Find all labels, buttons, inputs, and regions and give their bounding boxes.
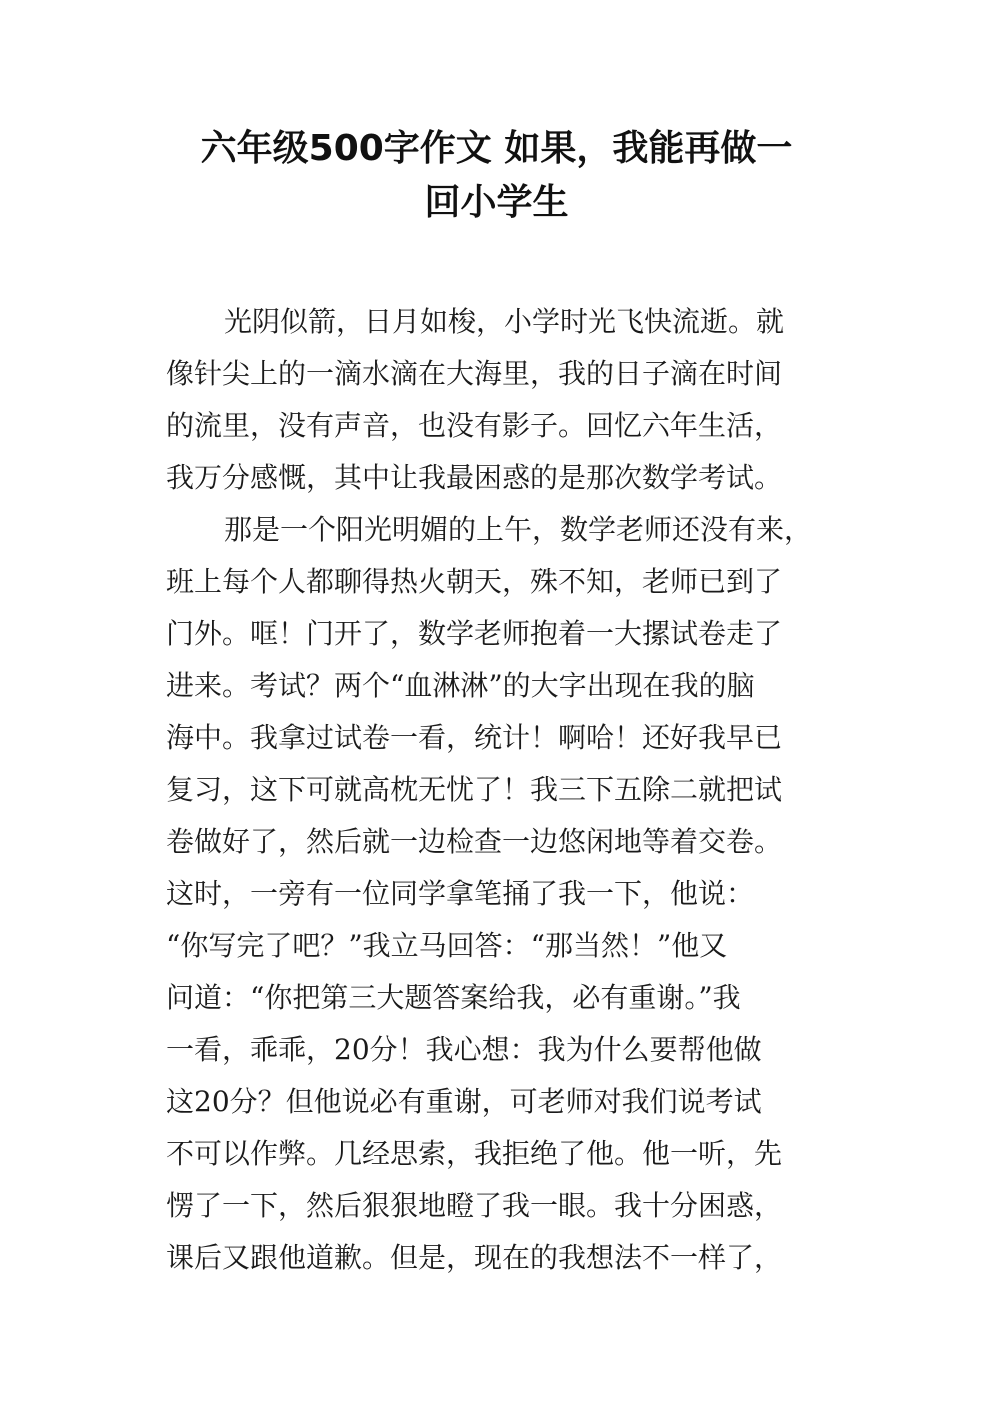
text-line: 这时，一旁有一位同学拿笔捅了我一下，他说： xyxy=(166,877,755,910)
text-line: 那是一个阳光明媚的上午，数学老师还没有来， xyxy=(224,513,813,546)
text-line: 一看，乖乖，20分！我心想：我为什么要帮他做 xyxy=(166,1033,762,1066)
text-line: 这20分？但他说必有重谢，可老师对我们说考试 xyxy=(166,1085,762,1118)
paragraph-1 xyxy=(166,296,831,504)
title-line-2: 回小学生 xyxy=(424,182,569,223)
text-line: 复习，这下可就高枕无忧了！我三下五除二就把试 xyxy=(166,773,783,806)
text-line: 问道：“你把第三大题答案给我，必有重谢。”我 xyxy=(166,981,741,1014)
text-line: 门外。哐！门开了，数学老师抱着一大摞试卷走了 xyxy=(166,617,783,650)
paragraph-2 xyxy=(166,504,831,1284)
text-line: 不可以作弊。几经思索，我拒绝了他。他一听，先 xyxy=(166,1137,783,1170)
title-line-1: 六年级500字作文 如果，我能再做一 xyxy=(200,128,793,169)
text-line: 课后又跟他道歉。但是，现在的我想法不一样了， xyxy=(166,1241,783,1274)
document-body xyxy=(166,296,831,1284)
text-line: 我万分感慨，其中让我最困惑的是那次数学考试。 xyxy=(166,461,783,494)
document-title xyxy=(120,122,873,230)
text-line: 进来。考试？两个“血淋淋”的大字出现在我的脑 xyxy=(166,669,755,702)
text-line: 卷做好了，然后就一边检查一边悠闲地等着交卷。 xyxy=(166,825,783,858)
text-line: 像针尖上的一滴水滴在大海里，我的日子滴在时间 xyxy=(166,357,783,390)
text-line: 的流里，没有声音，也没有影子。回忆六年生活， xyxy=(166,409,783,442)
text-line: 班上每个人都聊得热火朝天，殊不知，老师已到了 xyxy=(166,565,783,598)
text-line: 海中。我拿过试卷一看，统计！啊哈！还好我早已 xyxy=(166,721,783,754)
text-line: 光阴似箭，日月如梭，小学时光飞快流逝。就 xyxy=(224,305,785,338)
text-line: 愣了一下，然后狠狠地瞪了我一眼。我十分困惑， xyxy=(166,1189,783,1222)
text-line: “你写完了吧？”我立马回答：“那当然！”他又 xyxy=(166,929,728,962)
